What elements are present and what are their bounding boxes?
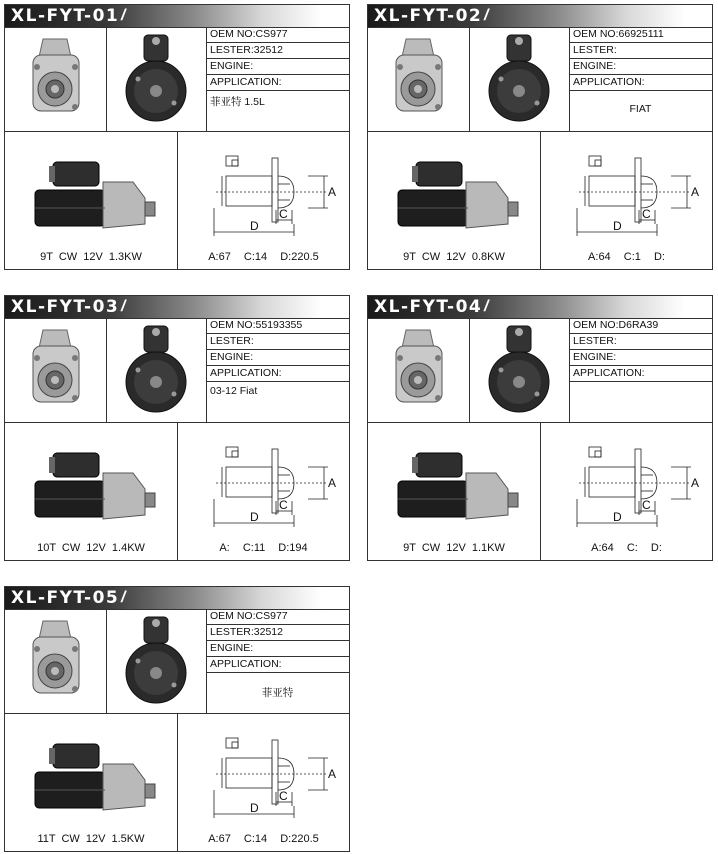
detail-row: [5, 714, 349, 853]
application-note: FIAT: [629, 103, 652, 115]
lester-label: LESTER:: [210, 626, 254, 638]
dimension-values: [541, 542, 712, 554]
dim-c-label: C: [642, 498, 651, 512]
detail-row: [368, 423, 712, 562]
dim-c-value: C:11: [242, 542, 266, 554]
application-field: [206, 366, 349, 382]
dimension-drawing: [577, 156, 691, 236]
dim-d-label: D: [250, 219, 259, 233]
application-label: APPLICATION:: [573, 76, 645, 88]
front-view-photo: [368, 27, 470, 131]
photo-spec-row: [368, 27, 712, 132]
dim-d-label: D: [250, 801, 259, 815]
dim-a-label: A: [691, 476, 700, 490]
spec-summary: 9T CW 12V 1.3KW: [40, 251, 142, 263]
dim-a-label: A: [328, 185, 337, 199]
rear-view-photo: [106, 318, 207, 422]
spec-table: [206, 318, 349, 422]
spec-summary: 11T CW 12V 1.5KW: [37, 833, 145, 845]
starter-front-illustration: [33, 330, 79, 402]
dim-c-label: C: [279, 207, 288, 221]
dim-d-label: D: [613, 219, 622, 233]
photo-spec-row: [5, 318, 349, 423]
dim-d-value: D:: [653, 251, 665, 263]
front-view-photo: [368, 318, 470, 422]
model-title: XL-FYT-01: [11, 6, 120, 26]
dimension-drawing: [214, 447, 328, 527]
spec-table: [206, 27, 349, 131]
dim-c-value: C:14: [243, 251, 268, 263]
application-label: APPLICATION:: [210, 658, 282, 670]
side-view-photo: [368, 423, 541, 560]
model-title: XL-FYT-05: [11, 588, 120, 608]
engine-label: ENGINE:: [573, 351, 617, 363]
dim-a-value: A:67: [208, 833, 231, 845]
model-title: XL-FYT-02: [374, 6, 483, 26]
photo-spec-row: [5, 609, 349, 714]
lester-label: LESTER:: [573, 335, 617, 347]
product-card-4: [367, 295, 713, 561]
lester-label: LESTER:: [573, 44, 617, 56]
lester-number: [569, 43, 712, 59]
model-title: XL-FYT-03: [11, 297, 120, 317]
rear-view-photo: [469, 27, 570, 131]
oem-number: OEM NO:D6RA39: [569, 318, 712, 334]
dimension-diagram: [541, 423, 712, 560]
lester-label: LESTER:: [210, 44, 254, 56]
dim-a-value: A:67: [208, 251, 231, 263]
oem-label: OEM NO:: [573, 28, 619, 40]
side-view-photo: [5, 423, 178, 560]
starter-side-illustration: [398, 162, 518, 228]
dimension-diagram: [178, 714, 349, 851]
product-card-5: [4, 586, 350, 852]
header-slash: /: [121, 589, 126, 606]
card-header: [368, 296, 712, 319]
application-field: [569, 366, 712, 382]
starter-front-illustration: [33, 39, 79, 111]
product-card-3: [4, 295, 350, 561]
application-note: 菲亚特: [261, 687, 294, 699]
photo-spec-row: [368, 318, 712, 423]
dim-a-label: A: [328, 476, 337, 490]
dimension-drawing: [214, 738, 328, 818]
header-slash: /: [484, 298, 489, 315]
side-view-photo: [5, 132, 178, 269]
starter-side-illustration: [398, 453, 518, 519]
dim-a-value: A:64: [591, 542, 614, 554]
dim-c-label: C: [279, 498, 288, 512]
engine-label: ENGINE:: [210, 60, 254, 72]
dim-c-value: C:14: [243, 833, 268, 845]
oem-number: OEM NO:CS977: [206, 609, 349, 625]
starter-front-illustration: [396, 330, 442, 402]
engine-label: ENGINE:: [210, 642, 254, 654]
dim-a-label: A: [691, 185, 700, 199]
dim-d-label: D: [250, 510, 259, 524]
spec-table: [206, 609, 349, 713]
header-slash: /: [121, 7, 126, 24]
starter-side-illustration: [35, 162, 155, 228]
front-view-photo: [5, 609, 107, 713]
engine-field: [569, 59, 712, 75]
side-view-photo: [368, 132, 541, 269]
header-slash: /: [484, 7, 489, 24]
oem-label: OEM NO:: [573, 319, 619, 331]
oem-label: OEM NO:: [210, 319, 256, 331]
card-header: [5, 587, 349, 610]
front-view-photo: [5, 27, 107, 131]
header-slash: /: [121, 298, 126, 315]
engine-field: [206, 59, 349, 75]
lester-label: LESTER:: [210, 335, 254, 347]
dim-a-label: A: [328, 767, 337, 781]
dim-d-value: D:220.5: [280, 833, 319, 845]
application-field: [569, 75, 712, 91]
oem-label: OEM NO:: [210, 28, 256, 40]
lester-number: [206, 334, 349, 350]
spec-summary: 9T CW 12V 0.8KW: [403, 251, 505, 263]
product-card-1: [4, 4, 350, 270]
engine-label: ENGINE:: [573, 60, 617, 72]
starter-front-illustration: [33, 621, 79, 693]
dim-d-value: D:220.5: [280, 251, 319, 263]
lester-number: LESTER:32512: [206, 625, 349, 641]
application-field: [206, 75, 349, 91]
detail-row: [368, 132, 712, 271]
spec-table: [569, 318, 712, 422]
engine-field: [206, 641, 349, 657]
card-header: [368, 5, 712, 28]
engine-field: [206, 350, 349, 366]
rear-view-photo: [469, 318, 570, 422]
starter-rear-illustration: [126, 35, 186, 121]
starter-rear-illustration: [489, 326, 549, 412]
application-label: APPLICATION:: [573, 367, 645, 379]
dim-c-value: C:: [626, 542, 638, 554]
detail-row: [5, 423, 349, 562]
dimension-drawing: [577, 447, 691, 527]
front-view-photo: [5, 318, 107, 422]
application-note: 03-12 Fiat: [210, 385, 258, 397]
dim-c-label: C: [642, 207, 651, 221]
starter-side-illustration: [35, 744, 155, 810]
spec-summary: 10T CW 12V 1.4KW: [37, 542, 145, 554]
dimension-values: [178, 833, 349, 845]
model-title: XL-FYT-04: [374, 297, 483, 317]
rear-view-photo: [106, 27, 207, 131]
dim-d-value: D:194: [278, 542, 308, 554]
spec-summary: 9T CW 12V 1.1KW: [403, 542, 505, 554]
application-note: 菲亚特 1.5L: [210, 96, 265, 108]
side-view-photo: [5, 714, 178, 851]
card-header: [5, 296, 349, 319]
card-header: [5, 5, 349, 28]
dim-d-value: D:: [650, 542, 662, 554]
starter-side-illustration: [35, 453, 155, 519]
application-note: [569, 382, 712, 385]
dimension-drawing: [214, 156, 328, 236]
engine-label: ENGINE:: [210, 351, 254, 363]
dimension-values: [178, 542, 349, 554]
starter-rear-illustration: [489, 35, 549, 121]
lester-number: LESTER:32512: [206, 43, 349, 59]
lester-number: [569, 334, 712, 350]
dim-a-value: A:64: [588, 251, 611, 263]
product-card-2: [367, 4, 713, 270]
rear-view-photo: [106, 609, 207, 713]
dimension-values: [541, 251, 712, 263]
starter-rear-illustration: [126, 326, 186, 412]
photo-spec-row: [5, 27, 349, 132]
dim-d-label: D: [613, 510, 622, 524]
starter-rear-illustration: [126, 617, 186, 703]
engine-field: [569, 350, 712, 366]
spec-table: [569, 27, 712, 131]
oem-number: OEM NO:CS977: [206, 27, 349, 43]
dim-c-value: C:1: [623, 251, 641, 263]
dim-a-value: A:: [219, 542, 230, 554]
oem-number: OEM NO:66925111: [569, 27, 712, 43]
oem-label: OEM NO:: [210, 610, 256, 622]
detail-row: [5, 132, 349, 271]
dimension-diagram: [178, 423, 349, 560]
dim-c-label: C: [279, 789, 288, 803]
application-label: APPLICATION:: [210, 367, 282, 379]
dimension-values: [178, 251, 349, 263]
application-label: APPLICATION:: [210, 76, 282, 88]
oem-number: OEM NO:55193355: [206, 318, 349, 334]
application-field: [206, 657, 349, 673]
dimension-diagram: [178, 132, 349, 269]
dimension-diagram: [541, 132, 712, 269]
starter-front-illustration: [396, 39, 442, 111]
